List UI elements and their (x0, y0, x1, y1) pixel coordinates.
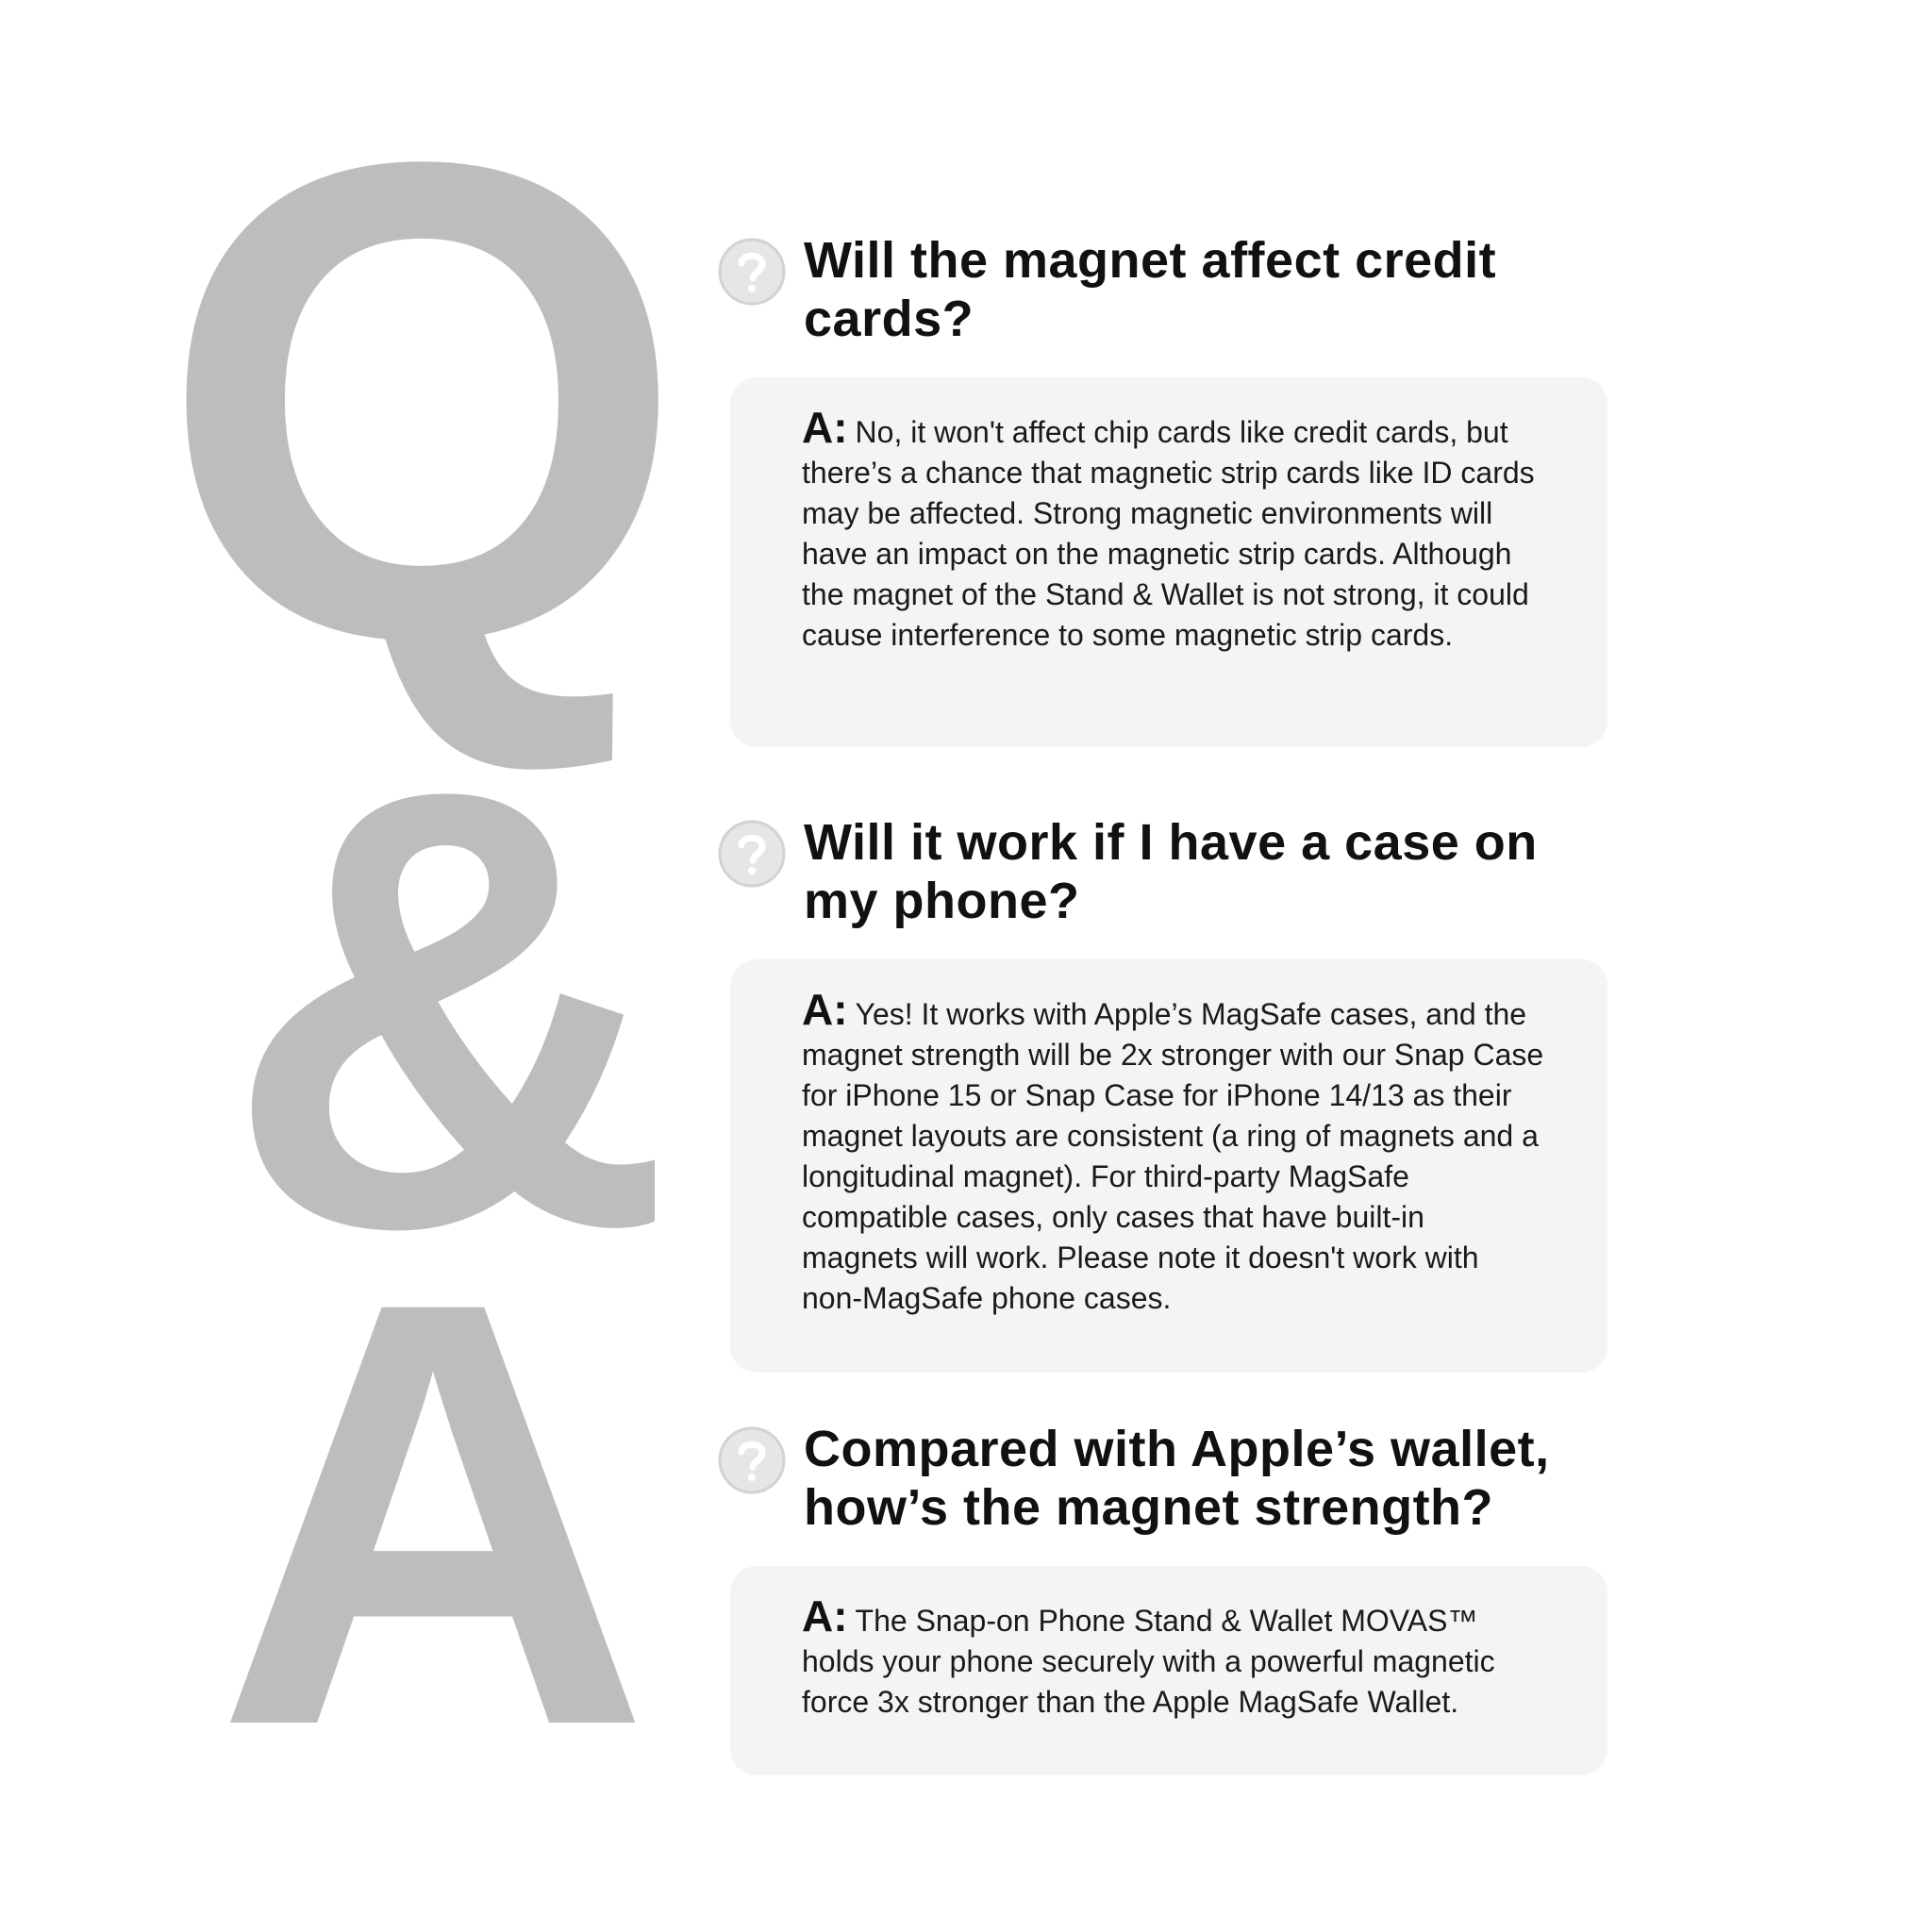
answer-paragraph (802, 403, 1547, 656)
question-text: Compared with Apple’s wallet, how’s the magnet strength? (804, 1421, 1550, 1536)
question-badge-icon (717, 237, 787, 307)
question-row (717, 1420, 1613, 1537)
answer-card (730, 1566, 1607, 1775)
question-badge-icon (717, 819, 787, 889)
background-letter-ampersand: & (225, 661, 675, 1357)
answer-card (730, 959, 1607, 1373)
answer-prefix: A: (802, 1591, 848, 1641)
question-row (717, 231, 1613, 348)
background-letter-a: A (215, 1176, 652, 1851)
answer-paragraph (802, 1591, 1547, 1723)
qa-item-credit-cards (717, 231, 1613, 652)
background-letter-q: Q (158, 21, 688, 780)
question-text: Will it work if I have a case on my phone? (804, 814, 1538, 929)
answer-card (730, 377, 1607, 747)
qa-item-phone-case (717, 813, 1613, 1315)
question-badge-icon (717, 1425, 787, 1495)
answer-text: No, it won't affect chip cards like credit cards, but there’s a chance that magnetic strip cards like ID cards may be affected. Strong magnetic environments will have an impact on the magnetic strip cards. Although the magnet of the Stand & Wallet is not strong, it could cause interference to some magnetic strip cards. (802, 415, 1535, 652)
answer-prefix: A: (802, 985, 848, 1034)
qa-background-lettering (158, 21, 688, 1851)
answer-text: Yes! It works with Apple’s MagSafe cases, and the magnet strength will be 2x stronger with our Snap Case for iPhone 15 or Snap Case for iPhone 14/13 as their magnet layouts are consistent (a ring of magnets and a longitudinal magnet). For third-party MagSafe compatible cases, only cases that have built-in magnets will work. Please note it doesn't work with non-MagSafe phone cases. (802, 997, 1544, 1315)
question-row (717, 813, 1613, 930)
qa-item-magnet-strength (717, 1420, 1613, 1719)
answer-prefix: A: (802, 403, 848, 452)
answer-text: The Snap-on Phone Stand & Wallet MOVAS™ holds your phone securely with a powerful magnetic force 3x stronger than the Apple MagSafe Wallet. (802, 1604, 1495, 1719)
answer-paragraph (802, 985, 1547, 1319)
question-text: Will the magnet affect credit cards? (804, 232, 1497, 347)
